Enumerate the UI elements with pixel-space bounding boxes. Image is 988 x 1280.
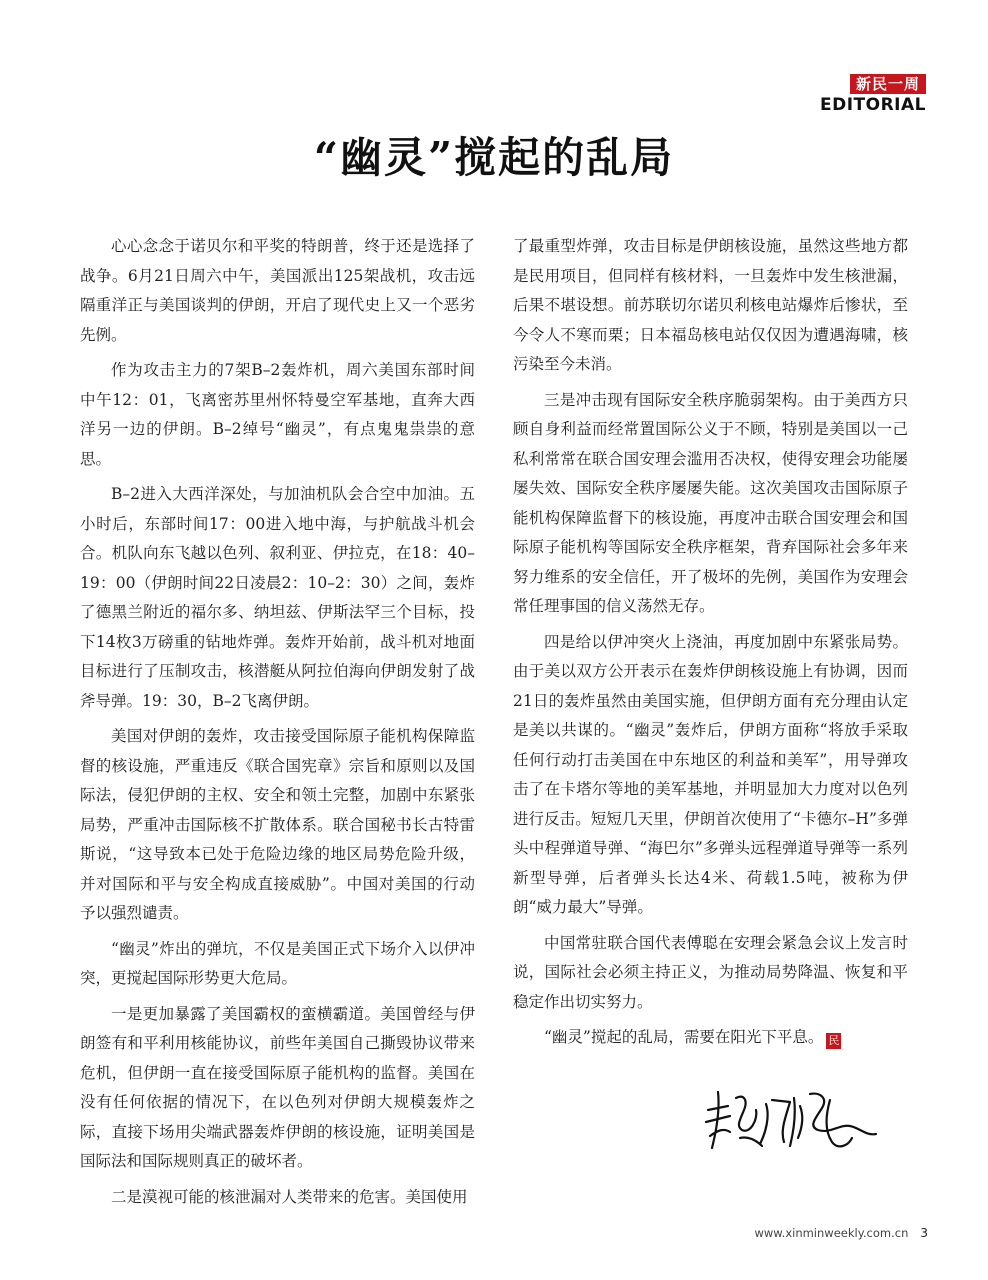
end-mark-icon: 民 <box>828 1034 840 1047</box>
masthead <box>820 74 926 115</box>
paragraph: 作为攻击主力的7架B–2轰炸机，周六美国东部时间中午12：01，飞离密苏里州怀特曼空军基地，直奔大西洋另一边的伊朗。B–2绰号“幽灵”，有点鬼鬼祟祟的意思。 <box>80 361 475 468</box>
site-url: www.xinminweekly.com.cn <box>754 1226 909 1240</box>
brand-badge: 新民一周 <box>850 74 926 94</box>
right-column <box>513 232 908 1059</box>
paragraph: 中国常驻联合国代表傅聪在安理会紧急会议上发言时说，国际社会必须主持正义，为推动局势降温、恢复和平稳定作出切实努力。 <box>513 933 908 1011</box>
paragraph: 四是给以伊冲突火上浇油，再度加剧中东紧张局势。由于美以双方公开表示在轰炸伊朗核设施上有协调，因而21日的轰炸虽然由美国实施，但伊朗方面有充分理由认定是美以共谋的。“幽灵”轰炸后，伊朗方面称“将放手采取任何行动打击美国在中东地区的利益和美军”，用导弹攻击了在卡塔尔等地的美军基地，并明显加大力度对以色列进行反击。短短几天里，伊朗首次使用了“卡德尔–H”多弹头中程弹道导弹、“海巴尔”多弹头远程弹道导弹等一系列新型导弹，后者弹头长达4米、荷载1.5吨，被称为伊朗“威力最大”导弹。 <box>513 632 908 916</box>
paragraph: 美国对伊朗的轰炸，攻击接受国际原子能机构保障监督的核设施，严重违反《联合国宪章》宗旨和原则以及国际法，侵犯伊朗的主权、安全和领土完整，加剧中东紧张局势，严重冲击国际核不扩散体系。联合国秘书长古特雷斯说，“这导致本已处于危险边缘的地区局势危险升级，并对国际和平与安全构成直接威胁”。中国对美国的行动予以强烈谴责。 <box>80 727 475 922</box>
paragraph: 二是漠视可能的核泄漏对人类带来的危害。美国使用 <box>111 1187 468 1206</box>
closing-paragraph <box>513 1023 908 1053</box>
left-column <box>80 232 475 1218</box>
author-signature <box>700 1080 890 1160</box>
section-label: EDITORIAL <box>819 95 926 115</box>
article-title: “幽灵”搅起的乱局 <box>313 133 675 182</box>
closing-text: “幽灵”搅起的乱局，需要在阳光下平息。 <box>544 1028 824 1046</box>
paragraph: 一是更加暴露了美国霸权的蛮横霸道。美国曾经与伊朗签有和平利用核能协议，前些年美国自己撕毁协议带来危机，但伊朗一直在接受国际原子能机构的监督。美国在没有任何依据的情况下，在以色列对伊朗大规模轰炸之际，直接下场用尖端武器轰炸伊朗的核设施，证明美国是国际法和国际规则真正的破坏者。 <box>80 1004 475 1170</box>
paragraph: B–2进入大西洋深处，与加油机队会合空中加油。五小时后，东部时间17：00进入地中海，与护航战斗机会合。机队向东飞越以色列、叙利亚、伊拉克，在18：40–19：00（伊朗时间22日凌晨2：10–2：30）之间，轰炸了德黑兰附近的福尔多、纳坦兹、伊斯法罕三个目标，投下14枚3万磅重的钻地炸弹。轰炸开始前，战斗机对地面目标进行了压制攻击，核潜艇从阿拉伯海向伊朗发射了战斧导弹。19：30，B–2飞离伊朗。 <box>80 485 475 710</box>
page-footer <box>755 1226 929 1240</box>
page-number: 3 <box>920 1226 928 1240</box>
paragraph: “幽灵”炸出的弹坑，不仅是美国正式下场介入以伊冲突，更搅起国际形势更大危局。 <box>80 939 475 987</box>
paragraph: 心心念念于诺贝尔和平奖的特朗普，终于还是选择了战争。6月21日周六中午，美国派出125架战机，攻击远隔重洋正与美国谈判的伊朗，开启了现代史上又一个恶劣先例。 <box>80 237 475 344</box>
paragraph: 三是冲击现有国际安全秩序脆弱架构。由于美西方只顾自身利益而经常置国际公义于不顾，特别是美国以一己私利常常在联合国安理会滥用否决权，使得安理会功能屡屡失效、国际安全秩序屡屡失能。这次美国攻击国际原子能机构保障监督下的核设施，再度冲击联合国安理会和国际原子能机构等国际安全秩序框架，背弃国际社会多年来努力维系的安全信任，开了极坏的先例，美国作为安理会常任理事国的信义荡然无存。 <box>513 390 908 615</box>
paragraph-continued: 了最重型炸弹，攻击目标是伊朗核设施，虽然这些地方都是民用项目，但同样有核材料，一旦轰炸中发生核泄漏，后果不堪设想。前苏联切尔诺贝利核电站爆炸后惨状，至今令人不寒而栗；日本福岛核电站仅仅因为遭遇海啸，核污染至今未消。 <box>513 237 908 373</box>
